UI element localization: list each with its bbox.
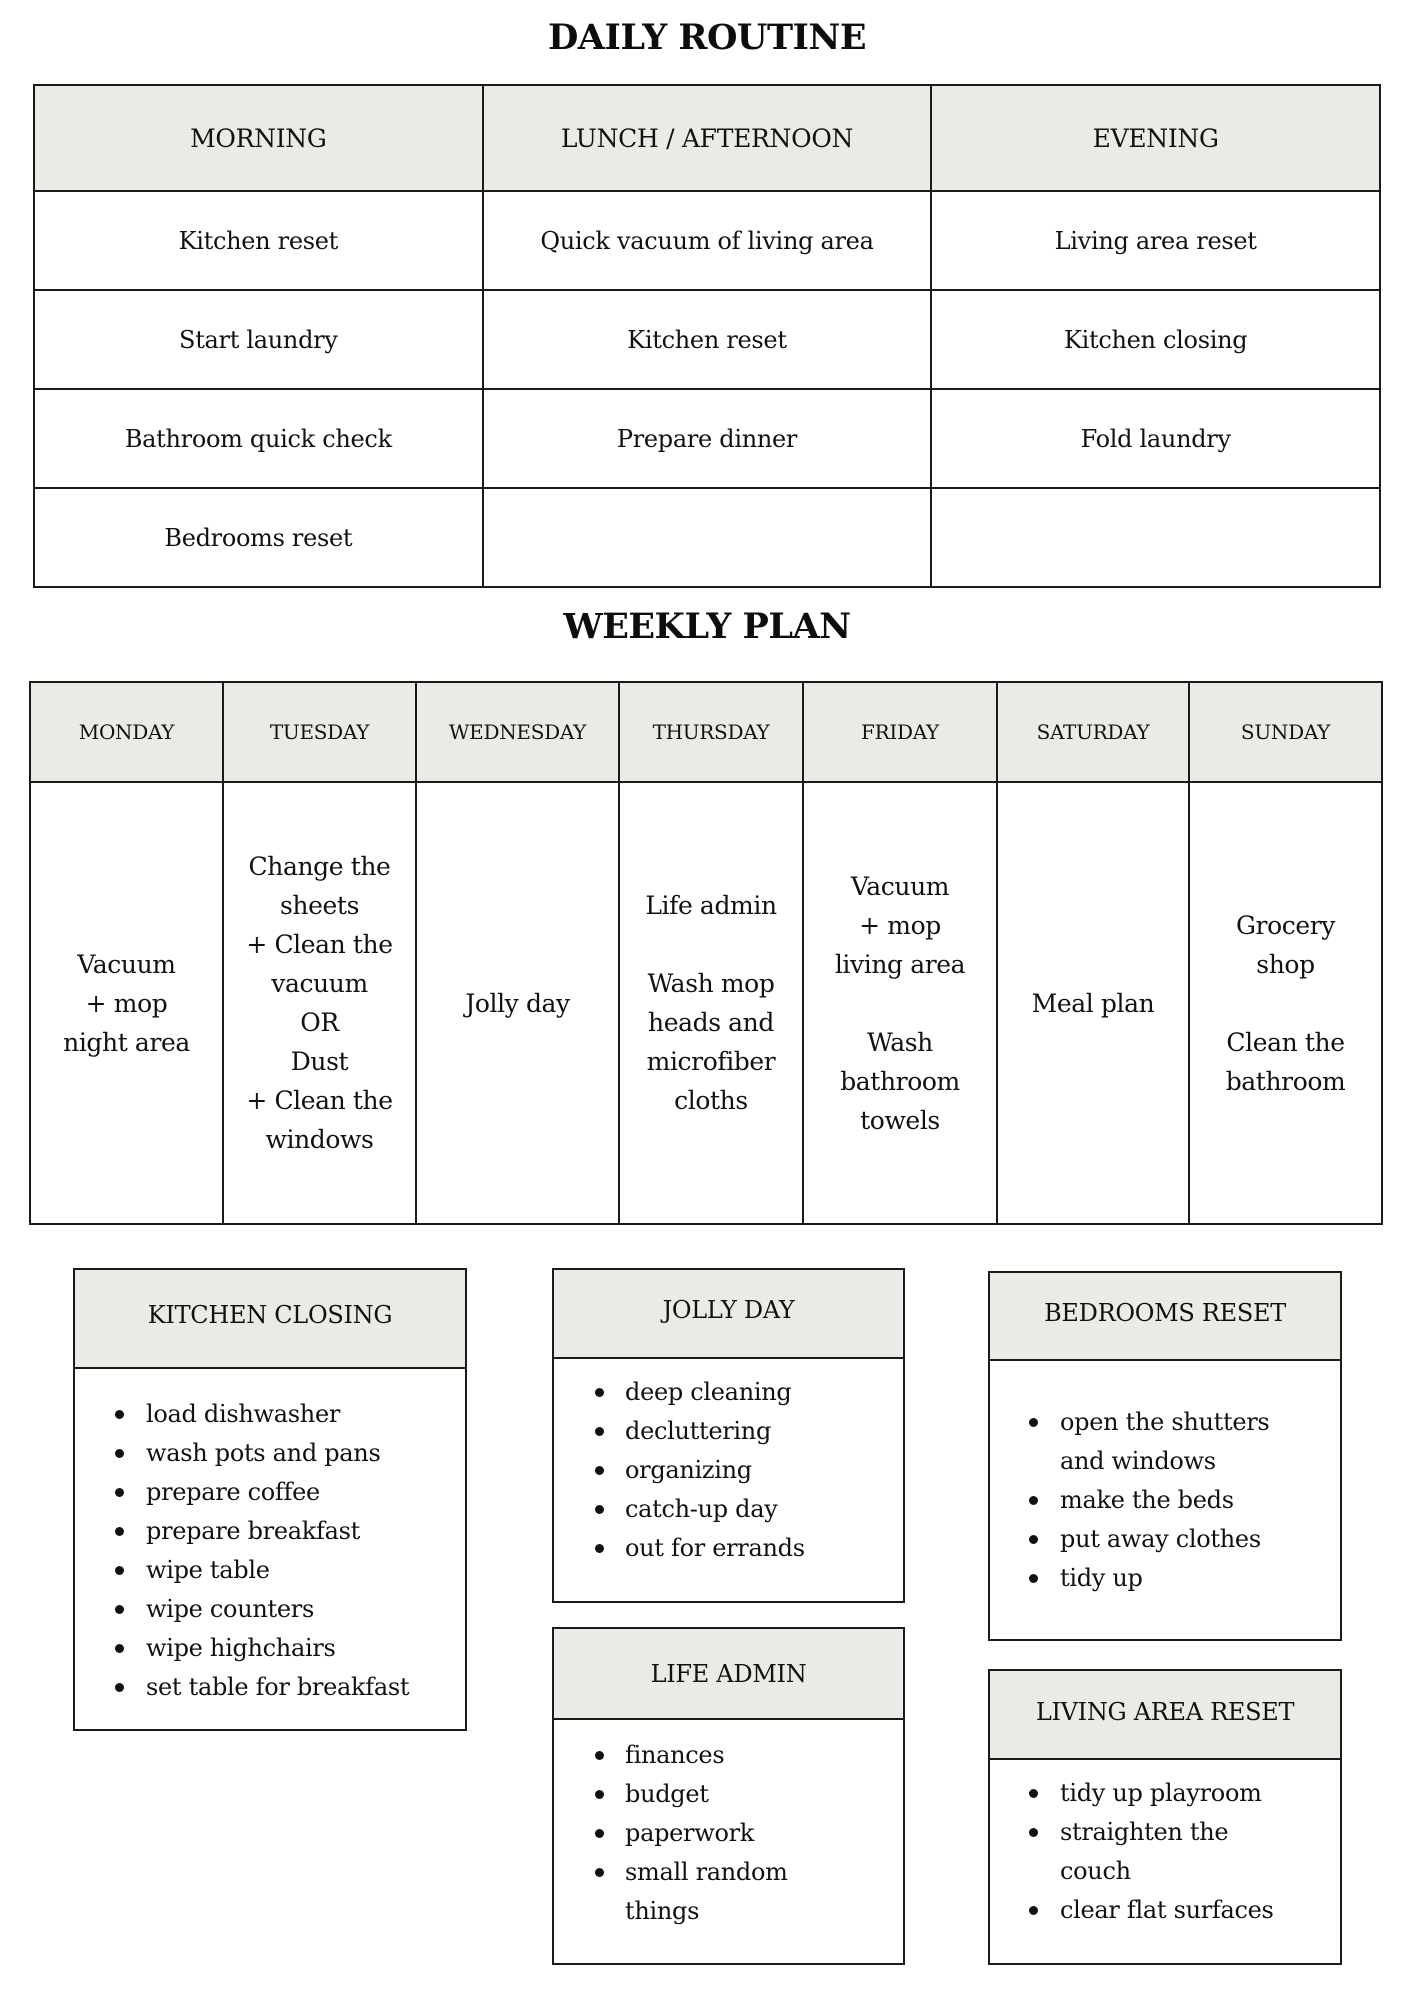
- task-line: cloths: [674, 1086, 748, 1115]
- list-item-text: wipe counters: [146, 1595, 314, 1623]
- weekly-tasks-row: [30, 782, 1382, 1224]
- table-cell: Prepare dinner: [483, 389, 932, 488]
- list-item-text: organizing: [625, 1456, 752, 1484]
- list-item-text: wipe highchairs: [146, 1634, 336, 1662]
- bullet-icon: [595, 1790, 604, 1799]
- list-item-text: load dishwasher: [146, 1400, 341, 1428]
- table-cell: Bathroom quick check: [34, 389, 483, 488]
- list-item-text: couch: [1060, 1857, 1131, 1885]
- column-header-lunch-afternoon: LUNCH / AFTERNOON: [483, 85, 932, 191]
- list-item: [75, 1512, 465, 1551]
- life-admin-card: [552, 1627, 905, 1965]
- task-line: Life admin: [645, 891, 777, 920]
- wednesday-tasks: [416, 782, 619, 1224]
- task-line: sheets: [280, 891, 359, 920]
- task-line: + mop: [859, 910, 941, 940]
- bullet-icon: [115, 1644, 124, 1653]
- column-header-tuesday: TUESDAY: [223, 682, 416, 782]
- list-item: [75, 1395, 465, 1434]
- weekly-plan-title: WEEKLY PLAN: [563, 606, 851, 647]
- list-item: [990, 1403, 1340, 1442]
- saturday-tasks: [997, 782, 1189, 1224]
- bullet-icon: [1029, 1828, 1038, 1837]
- list-item-text: small random: [625, 1858, 788, 1886]
- card-title: KITCHEN CLOSING: [75, 1270, 465, 1369]
- table-cell: Living area reset: [931, 191, 1380, 290]
- column-header-monday: MONDAY: [30, 682, 223, 782]
- task-line: living area: [834, 949, 966, 979]
- task-line: towels: [860, 1105, 940, 1135]
- task-line: Jolly day: [465, 988, 570, 1018]
- task-line: vacuum: [271, 969, 368, 998]
- task-line: Clean the: [1226, 1027, 1345, 1057]
- sunday-tasks: [1189, 782, 1382, 1224]
- checklist: [554, 1359, 903, 1568]
- bullet-icon: [595, 1868, 604, 1877]
- bullet-icon: [1029, 1906, 1038, 1915]
- list-item: [554, 1814, 903, 1853]
- bullet-icon: [115, 1488, 124, 1497]
- list-item-text: tidy up playroom: [1060, 1779, 1262, 1807]
- list-item-text: set table for breakfast: [146, 1673, 410, 1701]
- list-item: [75, 1551, 465, 1590]
- list-item-text: tidy up: [1060, 1564, 1143, 1592]
- list-item-text: and windows: [1060, 1447, 1216, 1475]
- task-line: + mop: [85, 988, 168, 1018]
- column-header-morning: MORNING: [34, 85, 483, 191]
- bullet-icon: [1029, 1535, 1038, 1544]
- task-line: [620, 925, 802, 964]
- table-cell: Fold laundry: [931, 389, 1380, 488]
- list-item: [554, 1775, 903, 1814]
- list-item-text: wash pots and pans: [146, 1439, 381, 1467]
- list-item-text: budget: [625, 1780, 709, 1808]
- checklist: [990, 1760, 1340, 1930]
- list-item-text: deep cleaning: [625, 1378, 792, 1406]
- task-line: + Clean the: [246, 930, 393, 959]
- list-item-text: decluttering: [625, 1417, 772, 1445]
- bullet-icon: [115, 1566, 124, 1575]
- list-item: [990, 1891, 1340, 1930]
- list-item: [75, 1590, 465, 1629]
- list-item-text: open the shutters: [1060, 1408, 1270, 1436]
- bullet-icon: [595, 1505, 604, 1514]
- table-cell: Bedrooms reset: [34, 488, 483, 587]
- daily-routine-table: [33, 84, 1381, 588]
- task-line: [1190, 984, 1381, 1023]
- list-item: [75, 1629, 465, 1668]
- bullet-icon: [1029, 1789, 1038, 1798]
- task-line: heads and: [648, 1008, 774, 1037]
- list-item: [990, 1852, 1340, 1891]
- bullet-icon: [115, 1683, 124, 1692]
- task-line: bathroom: [840, 1066, 960, 1096]
- table-row: [34, 290, 1380, 389]
- bullet-icon: [595, 1829, 604, 1838]
- list-item: [75, 1434, 465, 1473]
- list-item: [990, 1774, 1340, 1813]
- column-header-evening: EVENING: [931, 85, 1380, 191]
- list-item-text: put away clothes: [1060, 1525, 1261, 1553]
- list-item-text: things: [625, 1897, 700, 1925]
- list-item: [75, 1473, 465, 1512]
- table-cell-empty: [483, 488, 932, 587]
- bullet-icon: [595, 1466, 604, 1475]
- list-item: [990, 1442, 1340, 1481]
- checklist: [554, 1720, 903, 1931]
- friday-tasks: [803, 782, 997, 1224]
- checklist: [990, 1361, 1340, 1598]
- list-item-text: prepare coffee: [146, 1478, 320, 1506]
- table-cell: Quick vacuum of living area: [483, 191, 932, 290]
- card-title: LIVING AREA RESET: [990, 1671, 1340, 1760]
- living-area-reset-card: [988, 1669, 1342, 1965]
- bullet-icon: [115, 1605, 124, 1614]
- list-item-text: prepare breakfast: [146, 1517, 360, 1545]
- weekly-header-row: [30, 682, 1382, 782]
- table-cell: Kitchen reset: [483, 290, 932, 389]
- task-line: Vacuum: [77, 949, 176, 979]
- tuesday-tasks: [223, 782, 416, 1224]
- column-header-sunday: SUNDAY: [1189, 682, 1382, 782]
- column-header-thursday: THURSDAY: [619, 682, 803, 782]
- bullet-icon: [1029, 1418, 1038, 1427]
- jolly-day-card: [552, 1268, 905, 1603]
- bullet-icon: [595, 1751, 604, 1760]
- list-item-text: wipe table: [146, 1556, 270, 1584]
- weekly-plan-table: [29, 681, 1383, 1225]
- column-header-wednesday: WEDNESDAY: [416, 682, 619, 782]
- list-item-text: catch-up day: [625, 1495, 778, 1523]
- bullet-icon: [115, 1527, 124, 1536]
- task-line: OR: [300, 1008, 339, 1037]
- task-line: Wash: [867, 1027, 933, 1057]
- bullet-icon: [1029, 1496, 1038, 1505]
- table-cell-empty: [931, 488, 1380, 587]
- card-title: LIFE ADMIN: [554, 1629, 903, 1720]
- list-item: [990, 1481, 1340, 1520]
- task-line: shop: [1256, 949, 1315, 979]
- task-line: Grocery: [1235, 910, 1336, 940]
- bullet-icon: [595, 1544, 604, 1553]
- list-item: [554, 1529, 903, 1568]
- task-line: + Clean the: [246, 1086, 393, 1115]
- monday-tasks: [30, 782, 223, 1224]
- card-title: JOLLY DAY: [554, 1270, 903, 1359]
- task-line: Wash mop: [647, 969, 775, 998]
- list-item-text: straighten the: [1060, 1818, 1229, 1846]
- task-line: bathroom: [1225, 1066, 1346, 1096]
- list-item-text: make the beds: [1060, 1486, 1234, 1514]
- daily-routine-title: DAILY ROUTINE: [547, 17, 867, 58]
- table-cell: Kitchen closing: [931, 290, 1380, 389]
- list-item: [554, 1490, 903, 1529]
- task-line: Change the: [248, 852, 391, 881]
- daily-header-row: [34, 85, 1380, 191]
- task-line: windows: [265, 1125, 374, 1154]
- table-row: [34, 488, 1380, 587]
- list-item: [990, 1520, 1340, 1559]
- bedrooms-reset-card: [988, 1271, 1342, 1641]
- checklist: [75, 1369, 465, 1707]
- bullet-icon: [115, 1410, 124, 1419]
- kitchen-closing-card: [73, 1268, 467, 1731]
- list-item: [554, 1412, 903, 1451]
- table-row: [34, 191, 1380, 290]
- list-item: [554, 1451, 903, 1490]
- column-header-friday: FRIDAY: [803, 682, 997, 782]
- bullet-icon: [1029, 1574, 1038, 1583]
- task-line: Vacuum: [850, 871, 950, 901]
- list-item: [990, 1813, 1340, 1852]
- task-line: [804, 984, 996, 1023]
- list-item: [75, 1668, 465, 1707]
- card-title: BEDROOMS RESET: [990, 1273, 1340, 1361]
- thursday-tasks: [619, 782, 803, 1224]
- list-item: [554, 1373, 903, 1412]
- table-cell: Start laundry: [34, 290, 483, 389]
- list-item-text: finances: [625, 1741, 725, 1769]
- list-item-text: paperwork: [625, 1819, 755, 1847]
- task-line: microfiber: [646, 1047, 776, 1076]
- table-row: [34, 389, 1380, 488]
- bullet-icon: [595, 1388, 604, 1397]
- list-item-text: clear flat surfaces: [1060, 1896, 1274, 1924]
- list-item-text: out for errands: [625, 1534, 805, 1562]
- list-item: [990, 1559, 1340, 1598]
- bullet-icon: [595, 1427, 604, 1436]
- task-line: Dust: [290, 1047, 349, 1076]
- table-cell: Kitchen reset: [34, 191, 483, 290]
- list-item: [554, 1853, 903, 1892]
- task-line: Meal plan: [1031, 988, 1155, 1018]
- column-header-saturday: SATURDAY: [997, 682, 1189, 782]
- list-item: [554, 1736, 903, 1775]
- bullet-icon: [115, 1449, 124, 1458]
- task-line: night area: [63, 1027, 190, 1057]
- list-item: [554, 1892, 903, 1931]
